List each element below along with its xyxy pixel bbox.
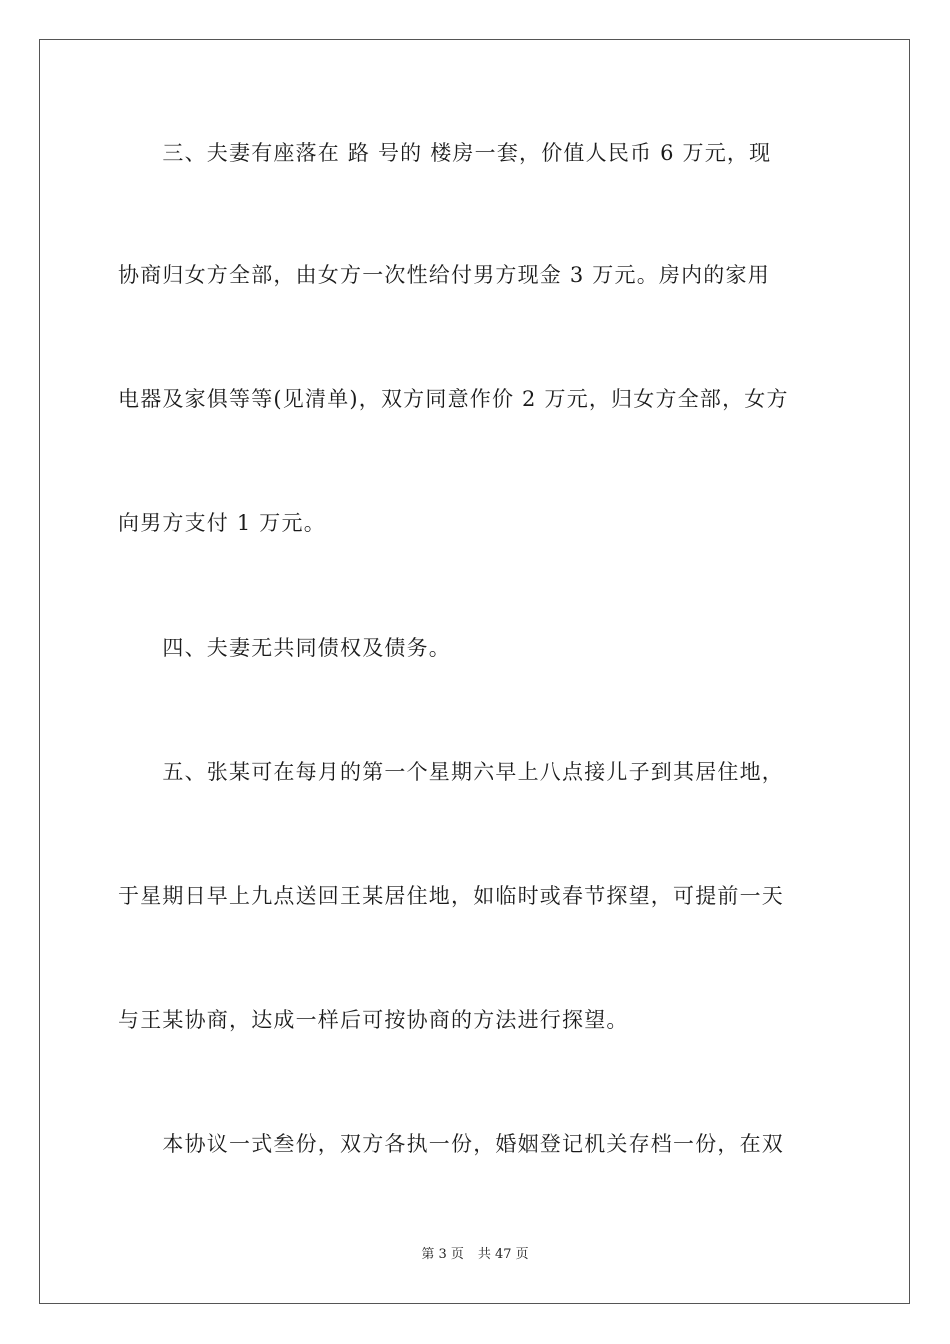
paragraph-line: 向男方支付 1 万元。 — [118, 511, 326, 535]
paragraph-line: 与王某协商，达成一样后可按协商的方法进行探望。 — [118, 1008, 629, 1032]
paragraph-line: 协商归女方全部，由女方一次性给付男方现金 3 万元。房内的家用 — [118, 263, 770, 287]
paragraph-line: 三、夫妻有座落在 路 号的 楼房一套，价值人民币 6 万元，现 — [118, 141, 772, 165]
total-pages: 共 47 页 — [477, 1247, 529, 1262]
paragraph-line: 于星期日早上九点送回王某居住地，如临时或春节探望，可提前一天 — [118, 884, 784, 908]
page-border — [39, 39, 910, 1304]
page-footer — [0, 1246, 950, 1264]
page-number: 第 3 页 — [421, 1247, 464, 1262]
paragraph-line: 五、张某可在每月的第一个星期六早上八点接儿子到其居住地， — [118, 760, 784, 784]
paragraph-line: 电器及家俱等等(见清单)，双方同意作价 2 万元，归女方全部，女方 — [118, 387, 789, 411]
paragraph-line: 四、夫妻无共同债权及债务。 — [118, 636, 451, 660]
paragraph-line: 本协议一式叁份，双方各执一份，婚姻登记机关存档一份，在双 — [118, 1132, 784, 1156]
